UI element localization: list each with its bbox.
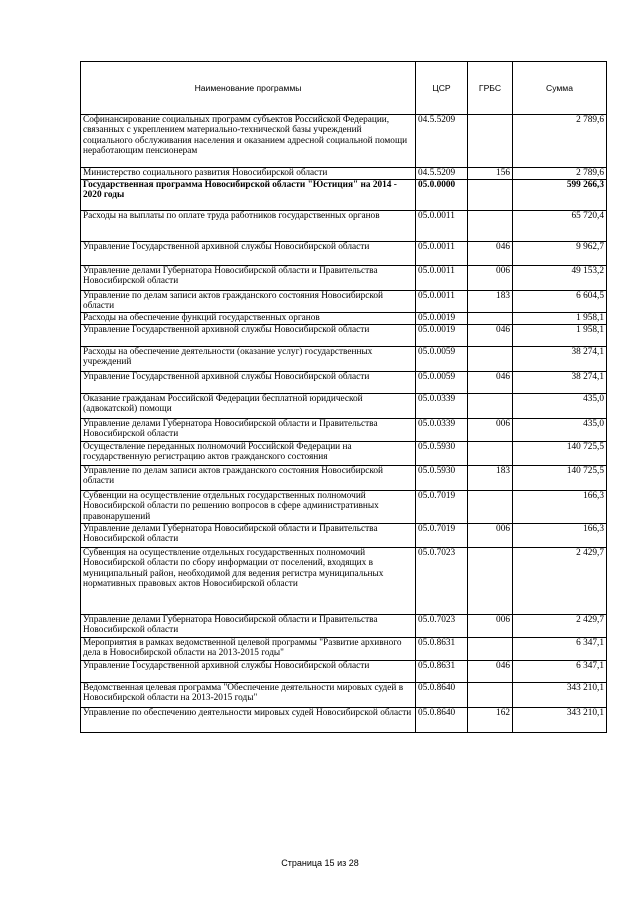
table-row: [81, 442, 607, 466]
grbs-cell: 046: [468, 242, 513, 266]
sum-cell: 38 274,1: [513, 372, 607, 394]
grbs-cell: 156: [468, 168, 513, 180]
grbs-cell: [468, 313, 513, 325]
grbs-cell: [468, 683, 513, 708]
table-body: [81, 115, 607, 733]
sum-cell: 1 958,1: [513, 325, 607, 347]
csr-cell: 05.0.8631: [416, 661, 468, 683]
grbs-cell: [468, 638, 513, 661]
program-name-cell: Расходы на выплаты по оплате труда работников государственных органов: [81, 211, 416, 242]
sum-cell: 9 962,7: [513, 242, 607, 266]
csr-cell: 05.0.0011: [416, 211, 468, 242]
grbs-cell: [468, 548, 513, 615]
header-grbs: ГРБС: [468, 62, 513, 115]
grbs-cell: [468, 394, 513, 419]
sum-cell: 2 429,7: [513, 615, 607, 638]
sum-cell: 6 347,1: [513, 661, 607, 683]
header-sum: Сумма: [513, 62, 607, 115]
sum-cell: 65 720,4: [513, 211, 607, 242]
grbs-cell: 183: [468, 291, 513, 313]
csr-cell: 05.0.0011: [416, 266, 468, 291]
program-name-cell: Управление Государственной архивной службы Новосибирской области: [81, 372, 416, 394]
csr-cell: 05.0.7023: [416, 548, 468, 615]
sum-cell: 2 789,6: [513, 168, 607, 180]
header-csr: ЦСР: [416, 62, 468, 115]
grbs-cell: [468, 211, 513, 242]
program-name-cell: Управление делами Губернатора Новосибирской области и Правительства Новосибирской области: [81, 419, 416, 442]
program-name-cell: Управление делами Губернатора Новосибирской области и Правительства Новосибирской области: [81, 615, 416, 638]
table-row: [81, 266, 607, 291]
grbs-cell: 006: [468, 524, 513, 548]
csr-cell: 05.0.7019: [416, 491, 468, 524]
program-name-cell: Софинансирование социальных программ субъектов Российской Федерации, связанных с укреплением материально-технической базы учреждений социального обслуживания населения и оказанием адресной социальной помощи неработающим пенсионерам: [81, 115, 416, 168]
grbs-cell: [468, 115, 513, 168]
csr-cell: 05.0.5930: [416, 466, 468, 491]
sum-cell: 2 789,6: [513, 115, 607, 168]
sum-cell: 1 958,1: [513, 313, 607, 325]
csr-cell: 05.0.5930: [416, 442, 468, 466]
program-name-cell: Субвенции на осуществление отдельных государственных полномочий Новосибирской области по решению вопросов в сфере административных правонарушений: [81, 491, 416, 524]
grbs-cell: [468, 442, 513, 466]
table-row: [81, 180, 607, 211]
csr-cell: 05.0.0011: [416, 242, 468, 266]
grbs-cell: 006: [468, 266, 513, 291]
csr-cell: 05.0.0059: [416, 347, 468, 372]
table-row: [81, 615, 607, 638]
program-name-cell: Мероприятия в рамках ведомственной целевой программы "Развитие архивного дела в Новосибирской области на 2013-2015 годы": [81, 638, 416, 661]
table-row: [81, 524, 607, 548]
program-name-cell: Управление делами Губернатора Новосибирской области и Правительства Новосибирской области: [81, 524, 416, 548]
grbs-cell: [468, 491, 513, 524]
grbs-cell: 046: [468, 372, 513, 394]
table-row: [81, 491, 607, 524]
program-name-cell: Расходы на обеспечение деятельности (оказание услуг) государственных учреждений: [81, 347, 416, 372]
program-name-cell: Ведомственная целевая программа "Обеспечение деятельности мировых судей в Новосибирской области на 2013-2015 годы": [81, 683, 416, 708]
program-name-cell: Управление Государственной архивной службы Новосибирской области: [81, 325, 416, 347]
grbs-cell: 162: [468, 708, 513, 733]
table-row: [81, 347, 607, 372]
table-row: [81, 638, 607, 661]
sum-cell: 38 274,1: [513, 347, 607, 372]
table-row: [81, 548, 607, 615]
program-name-cell: Субвенция на осуществление отдельных государственных полномочий Новосибирской области по сбору информации от поселений, входящих в муниципальный район, необходимой для ведения регистра муниципальных нормативных правовых актов Новосибирской области: [81, 548, 416, 615]
table-row: [81, 242, 607, 266]
program-name-cell: Управление по обеспечению деятельности мировых судей Новосибирской области: [81, 708, 416, 733]
program-name-cell: Государственная программа Новосибирской области "Юстиция" на 2014 - 2020 годы: [81, 180, 416, 211]
table-row: [81, 661, 607, 683]
grbs-cell: 183: [468, 466, 513, 491]
sum-cell: 2 429,7: [513, 548, 607, 615]
sum-cell: 166,3: [513, 524, 607, 548]
program-name-cell: Управление Государственной архивной службы Новосибирской области: [81, 242, 416, 266]
grbs-cell: 006: [468, 419, 513, 442]
csr-cell: 04.5.5209: [416, 168, 468, 180]
program-name-cell: Управление по делам записи актов гражданского состояния Новосибирской области: [81, 291, 416, 313]
table-row: [81, 394, 607, 419]
grbs-cell: 046: [468, 661, 513, 683]
sum-cell: 435,0: [513, 394, 607, 419]
program-name-cell: Министерство социального развития Новосибирской области: [81, 168, 416, 180]
sum-cell: 6 604,5: [513, 291, 607, 313]
header-name: Наименование программы: [81, 62, 416, 115]
grbs-cell: 006: [468, 615, 513, 638]
sum-cell: 6 347,1: [513, 638, 607, 661]
page-number: Страница 15 из 28: [281, 858, 359, 868]
table-row: [81, 325, 607, 347]
sum-cell: 140 725,5: [513, 466, 607, 491]
grbs-cell: [468, 347, 513, 372]
sum-cell: 140 725,5: [513, 442, 607, 466]
sum-cell: 435,0: [513, 419, 607, 442]
program-name-cell: Управление Государственной архивной службы Новосибирской области: [81, 661, 416, 683]
csr-cell: 05.0.0011: [416, 291, 468, 313]
csr-cell: 05.0.0019: [416, 325, 468, 347]
table-header-row: [81, 62, 607, 115]
table-row: [81, 291, 607, 313]
csr-cell: 05.0.0339: [416, 419, 468, 442]
csr-cell: 05.0.0019: [416, 313, 468, 325]
csr-cell: 05.0.8640: [416, 683, 468, 708]
csr-cell: 05.0.0000: [416, 180, 468, 211]
sum-cell: 343 210,1: [513, 683, 607, 708]
sum-cell: 166,3: [513, 491, 607, 524]
program-name-cell: Расходы на обеспечение функций государственных органов: [81, 313, 416, 325]
sum-cell: 343 210,1: [513, 708, 607, 733]
csr-cell: 05.0.7023: [416, 615, 468, 638]
program-name-cell: Управление делами Губернатора Новосибирской области и Правительства Новосибирской области: [81, 266, 416, 291]
program-table: [80, 61, 607, 733]
sum-cell: 599 266,3: [513, 180, 607, 211]
table-row: [81, 115, 607, 168]
program-name-cell: Оказание гражданам Российской Федерации бесплатной юридической (адвокатской) помощи: [81, 394, 416, 419]
csr-cell: 05.0.7019: [416, 524, 468, 548]
table-row: [81, 466, 607, 491]
sum-cell: 49 153,2: [513, 266, 607, 291]
grbs-cell: 046: [468, 325, 513, 347]
csr-cell: 05.0.8640: [416, 708, 468, 733]
csr-cell: 05.0.0059: [416, 372, 468, 394]
table-row: [81, 372, 607, 394]
program-name-cell: Управление по делам записи актов гражданского состояния Новосибирской области: [81, 466, 416, 491]
csr-cell: 05.0.8631: [416, 638, 468, 661]
csr-cell: 04.5.5209: [416, 115, 468, 168]
table-row: [81, 168, 607, 180]
grbs-cell: [468, 180, 513, 211]
table-row: [81, 419, 607, 442]
csr-cell: 05.0.0339: [416, 394, 468, 419]
table-row: [81, 211, 607, 242]
table-row: [81, 313, 607, 325]
table-row: [81, 708, 607, 733]
program-name-cell: Осуществление переданных полномочий Российской Федерации на государственную регистрацию актов гражданского состояния: [81, 442, 416, 466]
table-row: [81, 683, 607, 708]
